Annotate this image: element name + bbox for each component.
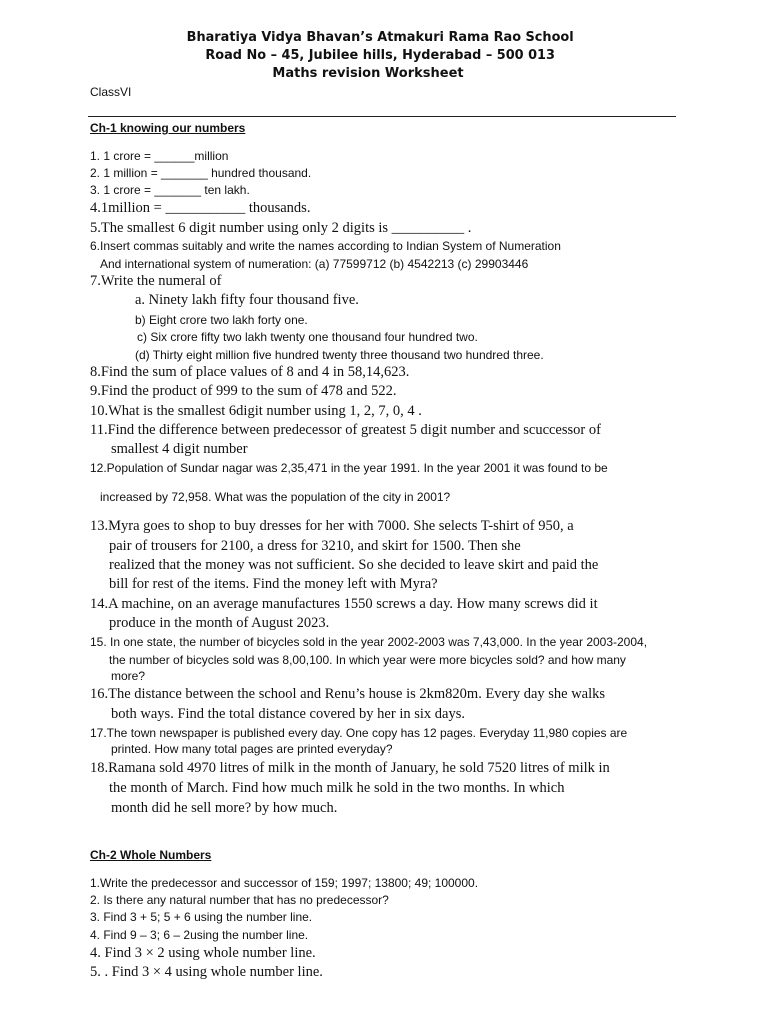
- question-line: 6.Insert commas suitably and write the names according to Indian System of Numeration: [90, 239, 561, 253]
- question-line: 18.Ramana sold 4970 litres of milk in the month of January, he sold 7520 litres of milk in: [90, 760, 610, 776]
- question-line: 3. 1 crore = _______ ten lakh.: [90, 183, 250, 197]
- question-line: 15. In one state, the number of bicycles sold in the year 2002-2003 was 7,43,000. In the year 2003-2004,: [90, 635, 648, 649]
- question-line: b) Eight crore two lakh forty one.: [135, 313, 308, 327]
- question-line: realized that the money was not sufficient. So she decided to leave skirt and paid the: [109, 557, 599, 573]
- question-line: 8.Find the sum of place values of 8 and 4 in 58,14,623.: [90, 364, 410, 380]
- question-line: increased by 72,958. What was the population of the city in 2001?: [100, 490, 451, 504]
- school-address: Road No – 45, Jubilee hills, Hyderabad – 500 013: [205, 48, 555, 63]
- school-name: Bharatiya Vidya Bhavan’s Atmakuri Rama Rao School: [186, 30, 574, 45]
- question-line: 13.Myra goes to shop to buy dresses for her with 7000. She selects T-shirt of 950, a: [90, 518, 574, 534]
- question-line: 7.Write the numeral of: [90, 273, 222, 289]
- question-line: 4.1million = ___________ thousands.: [90, 200, 311, 216]
- question-line: 17.The town newspaper is published every day. One copy has 12 pages. Everyday 11,980 copies are: [90, 726, 628, 740]
- question-line: 14.A machine, on an average manufactures 1550 screws a day. How many screws did it: [90, 596, 598, 612]
- question-line: 3. Find 3 + 5; 5 + 6 using the number line.: [90, 910, 313, 924]
- question-line: c) Six crore fifty two lakh twenty one thousand four hundred two.: [137, 330, 478, 344]
- question-line: 5.The smallest 6 digit number using only 2 digits is __________ .: [90, 220, 472, 236]
- question-line: 4. Find 3 × 2 using whole number line.: [90, 945, 316, 961]
- question-line: And international system of numeration: (a) 77599712 (b) 4542213 (c) 29903446: [100, 257, 529, 271]
- question-line: the number of bicycles sold was 8,00,100. In which year were more bicycles sold? and how many: [109, 653, 626, 667]
- question-line: 4. Find 9 – 3; 6 – 2using the number line.: [90, 928, 309, 942]
- question-line: 5. . Find 3 × 4 using whole number line.: [90, 964, 323, 980]
- question-line: 1.Write the predecessor and successor of 159; 1997; 13800; 49; 100000.: [90, 876, 479, 890]
- question-line: bill for rest of the items. Find the money left with Myra?: [109, 576, 438, 592]
- chapter-1-heading: Ch-1 knowing our numbers: [90, 121, 246, 135]
- question-line: more?: [111, 669, 146, 683]
- question-line: (d) Thirty eight million five hundred twenty three thousand two hundred three.: [135, 348, 544, 362]
- question-line: both ways. Find the total distance covered by her in six days.: [111, 706, 465, 722]
- question-line: 16.The distance between the school and Renu’s house is 2km820m. Every day she walks: [90, 686, 606, 702]
- question-line: 10.What is the smallest 6digit number using 1, 2, 7, 0, 4 .: [90, 403, 422, 419]
- question-line: 9.Find the product of 999 to the sum of 478 and 522.: [90, 383, 397, 399]
- question-line: printed. How many total pages are printed everyday?: [111, 742, 393, 756]
- question-line: month did he sell more? by how much.: [111, 800, 338, 816]
- question-line: pair of trousers for 2100, a dress for 3210, and skirt for 1500. Then she: [109, 538, 521, 554]
- question-line: 2. Is there any natural number that has no predecessor?: [90, 893, 389, 907]
- header-divider: [88, 116, 676, 117]
- question-line: 12.Population of Sundar nagar was 2,35,471 in the year 1991. In the year 2001 it was found to be: [90, 461, 608, 475]
- chapter-2-heading: Ch-2 Whole Numbers: [90, 848, 212, 862]
- question-line: 1. 1 crore = ______million: [90, 149, 229, 163]
- class-label: ClassVI: [90, 85, 132, 99]
- question-line: smallest 4 digit number: [111, 441, 248, 457]
- question-line: produce in the month of August 2023.: [109, 615, 330, 631]
- question-line: the month of March. Find how much milk he sold in the two months. In which: [109, 780, 565, 796]
- question-line: a. Ninety lakh fifty four thousand five.: [135, 292, 359, 308]
- question-line: 11.Find the difference between predecessor of greatest 5 digit number and scuccessor of: [90, 422, 601, 438]
- worksheet-title: Maths revision Worksheet: [272, 66, 464, 81]
- question-line: 2. 1 million = _______ hundred thousand.: [90, 166, 312, 180]
